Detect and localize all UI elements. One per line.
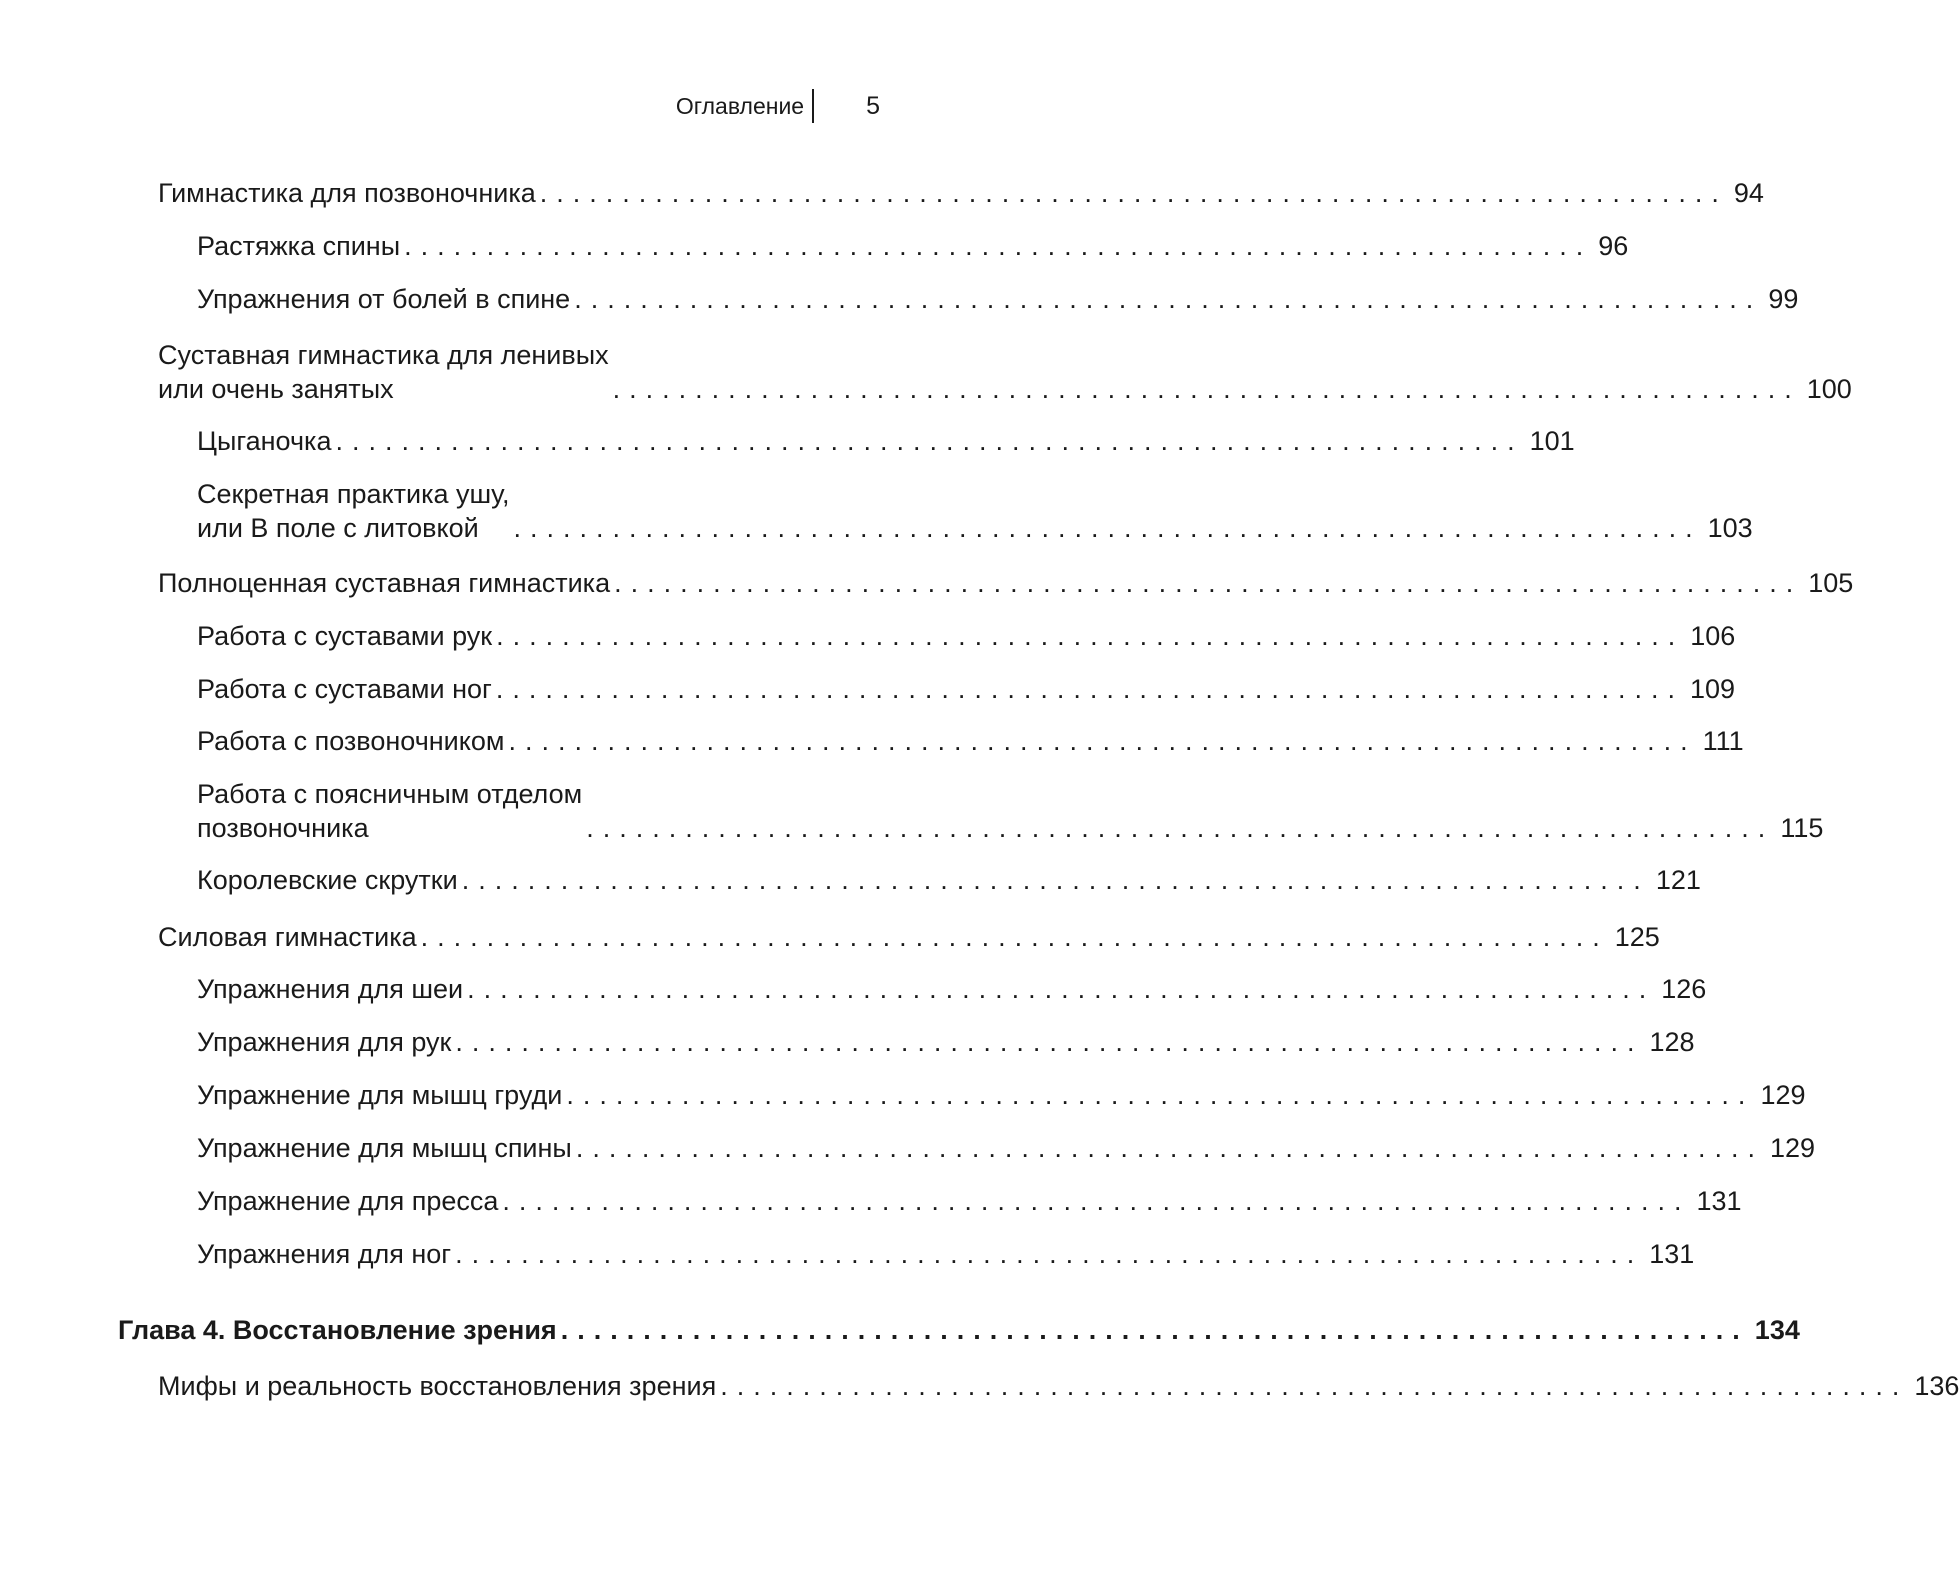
- toc-entry: [158, 566, 1854, 600]
- toc-entry-page: 105: [1808, 568, 1854, 598]
- dot-leader: ........................................................................: [560, 1315, 1749, 1345]
- toc-entry-title: Растяжка спины: [197, 231, 401, 261]
- toc-chapter-page: 134: [1754, 1315, 1800, 1345]
- toc-entry-page: 126: [1661, 974, 1707, 1004]
- toc-entry-page: 109: [1689, 674, 1736, 704]
- toc-chapter-entry: [118, 1313, 1800, 1347]
- toc-entry-page: 94: [1733, 178, 1764, 208]
- toc-entry-page: 96: [1598, 231, 1629, 261]
- dot-leader: ........................................................................: [467, 974, 1656, 1004]
- toc-entry-page: 129: [1769, 1133, 1816, 1163]
- toc-entry-page: 128: [1649, 1027, 1695, 1057]
- toc-entry-page: 131: [1696, 1186, 1742, 1216]
- toc-entry: [158, 338, 1852, 406]
- toc-entry-page: 136: [1914, 1371, 1959, 1401]
- toc-entry: [197, 477, 1753, 545]
- dot-leader: ........................................................................: [575, 1133, 1764, 1163]
- toc-entry-title: Упражнение для мышц спины: [197, 1133, 572, 1163]
- dot-leader: ........................................................................: [614, 568, 1803, 598]
- toc-entry-page: 111: [1702, 726, 1744, 756]
- toc-entry: [158, 176, 1764, 210]
- dot-leader: ........................................................................: [495, 674, 1684, 704]
- toc-entry-page: 100: [1806, 374, 1852, 404]
- dot-leader: ........................................................................: [496, 621, 1685, 651]
- dot-leader: ........................................................................: [586, 813, 1775, 843]
- dot-leader: ........................................................................: [539, 178, 1728, 208]
- toc-entry-title: Упражнение для мышц груди: [197, 1080, 563, 1110]
- toc-entry-page: 131: [1649, 1239, 1695, 1269]
- dot-leader: ........................................................................: [574, 284, 1763, 314]
- toc-entry: [197, 972, 1707, 1006]
- toc-entry-title: Работа с поясничным отделом позвоночника: [197, 779, 583, 843]
- toc-entry-title: Упражнение для пресса: [197, 1186, 499, 1216]
- toc-entry: [197, 1025, 1695, 1059]
- dot-leader: ........................................................................: [404, 231, 1593, 261]
- toc-entry: [197, 1078, 1806, 1112]
- toc-entry-title: Работа с позвоночником: [197, 726, 505, 756]
- toc-entry: [197, 424, 1575, 458]
- toc-entry: [197, 672, 1736, 706]
- toc-entry: [158, 1369, 1959, 1403]
- toc-entry: [197, 1131, 1816, 1165]
- dot-leader: ........................................................................: [455, 1027, 1644, 1057]
- toc-entry: [197, 724, 1744, 758]
- toc-entry-page: 121: [1655, 865, 1701, 895]
- toc-entry-title: Гимнастика для позвоночника: [158, 178, 536, 208]
- dot-leader: ........................................................................: [461, 865, 1650, 895]
- dot-leader: ........................................................................: [502, 1186, 1691, 1216]
- toc-entry-title: Работа с суставами ног: [197, 674, 492, 704]
- toc-entry-title: Суставная гимнастика для ленивых или очень занятых: [158, 340, 609, 404]
- dot-leader: ........................................................................: [420, 922, 1609, 952]
- toc-entry: [197, 282, 1799, 316]
- toc-entry-page: 129: [1760, 1080, 1806, 1110]
- dot-leader: ........................................................................: [513, 513, 1702, 543]
- toc-entry: [197, 777, 1824, 845]
- toc-entry: [197, 1237, 1695, 1271]
- dot-leader: ........................................................................: [508, 726, 1697, 756]
- toc-entry-title: Силовая гимнастика: [158, 922, 417, 952]
- toc-entry-page: 115: [1780, 813, 1824, 843]
- toc-entry-title: Упражнения для рук: [197, 1027, 452, 1057]
- dot-leader: ........................................................................: [720, 1371, 1909, 1401]
- toc-entry-title: Секретная практика ушу, или В поле с литовкой: [197, 479, 510, 543]
- dot-leader: ........................................................................: [612, 374, 1801, 404]
- toc-entry: [197, 1184, 1742, 1218]
- toc-entry-page: 106: [1690, 621, 1736, 651]
- toc-chapter-title: Глава 4. Восстановление зрения: [118, 1315, 557, 1345]
- toc-entry-title: Упражнения для ног: [197, 1239, 452, 1269]
- toc-entry: [158, 920, 1660, 954]
- page-number: 5: [866, 91, 880, 120]
- toc-entry-title: Работа с суставами рук: [197, 621, 493, 651]
- toc-entry-title: Цыганочка: [197, 426, 332, 456]
- dot-leader: ........................................................................: [455, 1239, 1644, 1269]
- toc-entry: [197, 619, 1736, 653]
- toc-entry: [197, 229, 1629, 263]
- running-header-section: Оглавление: [676, 89, 814, 123]
- toc-entry-page: 101: [1529, 426, 1575, 456]
- toc-entry-title: Упражнения для шеи: [197, 974, 464, 1004]
- toc-entry-title: Королевские скрутки: [197, 865, 458, 895]
- toc-entry-page: 99: [1768, 284, 1799, 314]
- toc-entry-title: Мифы и реальность восстановления зрения: [158, 1371, 717, 1401]
- dot-leader: ........................................................................: [335, 426, 1524, 456]
- toc-entry-title: Упражнения от болей в спине: [197, 284, 571, 314]
- toc-entry-title: Полноценная суставная гимнастика: [158, 568, 611, 598]
- dot-leader: ........................................................................: [566, 1080, 1755, 1110]
- toc-entry-page: 125: [1614, 922, 1660, 952]
- toc-entry-page: 103: [1707, 513, 1753, 543]
- toc-entry: [197, 863, 1701, 897]
